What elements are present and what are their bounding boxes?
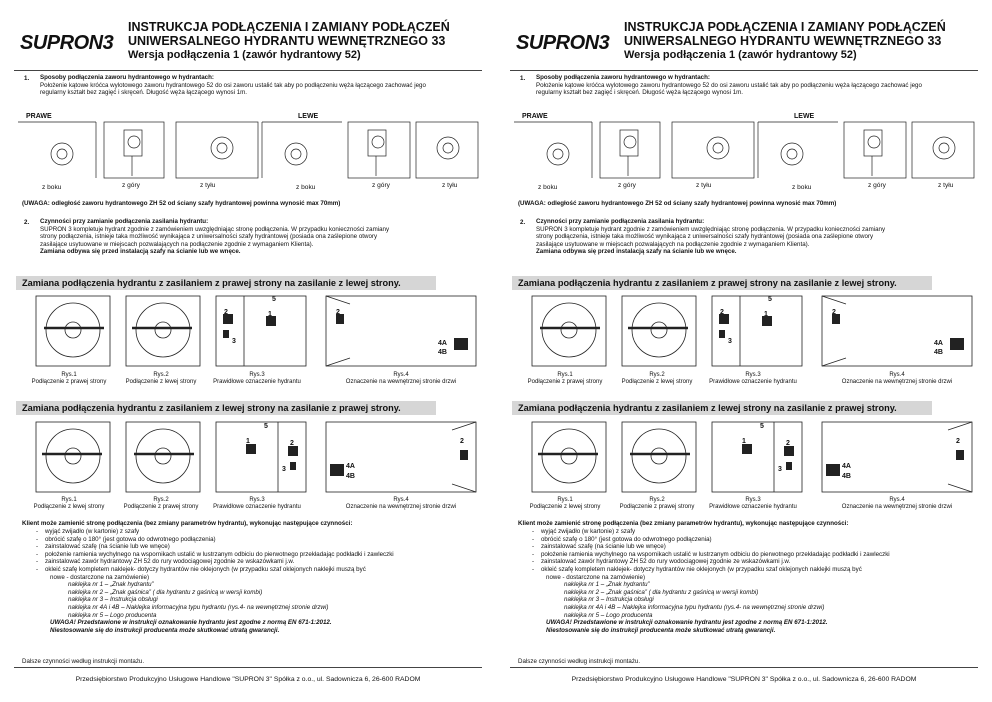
sticker-number: 4B (438, 349, 447, 356)
view-back-label: z tyłu (938, 182, 954, 189)
label-right: PRAWE (522, 113, 548, 120)
view-top-label: z góry (618, 182, 636, 189)
sticker-number: 5 (264, 423, 268, 430)
sticker-number: 1 (246, 438, 250, 445)
warning-2: Niestosowanie się do instrukcji producenta może skutkować utratą gwarancji. (50, 626, 280, 634)
caption: Rys.4 Oznaczenie na wewnętrznej stronie drzwi (841, 372, 953, 385)
view-top-label: z góry (868, 182, 886, 189)
warning-2: Niestosowanie się do instrukcji producenta może skutkować utratą gwarancji. (546, 626, 776, 634)
section-bar-left-to-right: Zamiana podłączenia hydrantu z zasilaniem z lewej strony na zasilanie z prawej strony. (512, 401, 932, 415)
figures-row-1 (20, 294, 480, 368)
document-title (128, 20, 488, 62)
title-line-3: Wersja podłączenia 1 (zawór hydrantowy 52) (624, 49, 857, 61)
view-side-label: z boku (792, 184, 812, 191)
label-left: LEWE (298, 113, 319, 120)
step-item: położenie ramienia wychylnego na wspornikach ustalić w lustrzanym odbiciu do pierwotnego przekładając podkładki i zawleczki (540, 550, 890, 558)
sticker-number: 2 (224, 309, 228, 316)
step-item: zainstalować zawór hydrantowy ZH 52 do rury wodociągowej zgodnie ze wskazówkami j.w. (540, 558, 791, 566)
section-1-number: 1. (520, 75, 526, 82)
svg-text:SUPRON3: SUPRON3 (516, 32, 610, 54)
view-top-label: z góry (122, 182, 140, 189)
section-2-number: 2. (24, 219, 30, 226)
step-item: zainstalować szafę (na ścianie lub we wnęce) (44, 543, 170, 551)
caption: Rys.4 Oznaczenie na wewnętrznej stronie drzwi (841, 497, 953, 510)
caption: Rys.2 Podłączenie z lewej strony (621, 372, 693, 385)
sticker-number: 1 (268, 311, 272, 318)
sticker-item: naklejka nr 5 – Logo producenta (68, 611, 157, 619)
sticker-item: naklejka nr 4A i 4B – Naklejka informacyjna typu hydrantu (rys.4- na wewnętrznej stronie drzwi) (68, 603, 329, 611)
section-1-text-1: Położenie kątowe króćca wylotowego zaworu hydrantowego 52 do osi zaworu ustalić tak aby po podłączeniu węża łączącego zachować jego (536, 81, 922, 89)
section-2-text-4: Zamiana odbywa się przed instalacją szafy na ścianie lub we wnęce. (40, 248, 241, 256)
section-2-number: 2. (520, 219, 526, 226)
instruction-page (506, 0, 982, 702)
sticker-item: naklejka nr 5 – Logo producenta (564, 611, 653, 619)
step-item-continuation: nowe - dostarczone na zamówienie) (50, 573, 150, 581)
section-2-text-4: Zamiana odbywa się przed instalacją szafy na ścianie lub we wnęce. (536, 248, 737, 256)
warning-1: UWAGA! Przedstawione w instrukcji oznakowanie hydrantu jest zgodne z normą EN 671-1:2012. (546, 619, 828, 627)
company-footer: Przedsiębiorstwo Produkcyjno Usługowe Handlowe "SUPRON 3" Spółka z o.o., ul. Sadownicza 6, 26-600 RADOM (75, 676, 421, 683)
client-steps-heading: Klient może zamienić stronę podłączenia (bez zmiany parametrów hydrantu), wykonując następujące czynności: (518, 520, 849, 527)
sticker-item: naklejka nr 3 – Instrukcja obsługi (68, 596, 158, 604)
sticker-number: 3 (232, 338, 236, 345)
step-item: obrócić szafę o 180° (jest gotowa do odwrotnego podłączenia) (44, 535, 216, 543)
caption: Rys.3 Prawidłowe oznaczenie hydrantu (213, 497, 301, 510)
view-back-label: z tyłu (696, 182, 712, 189)
sticker-number: 2 (336, 309, 340, 316)
client-steps-list: - wyjąć zwijadło (w kartonie) z szafy - obrócić szafę o 180° (jest gotowa do odwrotnego podłączenia) - zainstalować szafę (na ścianie lub we wnęce) - położenie ramienia wychylnego na wspornikach ustalić w lustrzanym odbiciu do pierwotnego przekładając podkładki i zawleczki - zainstalować zawór hydrantowy ZH 52 do rury wodociągowej zgodnie ze wskazówkami j.w. - okleić szafę kompletem naklejek- dotyczy hydrantów nie oklejonych (w przypadku szaf oklejonych naklejki muszą być nowe - dostarczone na zamówienie) naklejka nr 1 – „Znak hydrantu” naklejka nr 2 – „Znak gaśnica” ( dla hydrantu z gaśnicą w wersji kombi) naklejka nr 3 – Instrukcja obsługi naklejka nr 4A i 4B – Naklejka informacyjna typu hydrantu (rys.4- na wewnętrznej stronie drzwi) naklejka nr 5 – Logo producenta UWAGA! Przedstawione w instrukcji oznakowanie hydrantu jest zgodne z normą EN 671-1:2012. Niestosowanie się do instrukcji producenta może skutkować utratą gwarancji. (532, 528, 972, 634)
section-2-text-1: SUPRON 3 kompletuje hydrant zgodnie z zamówieniem uwzględniając stronę podłączenia. W przypadku konieczności zamiany (536, 225, 886, 233)
sticker-number: 2 (832, 309, 836, 316)
section-2-text-2: strony podłączenia, istnieje taka możliwość wynikająca z uniwersalności szafy hydrantowej (posiada ona zaślepione otwory (40, 233, 378, 241)
sticker-number: 4B (934, 349, 943, 356)
sticker-number: 2 (720, 309, 724, 316)
section-2-text-3: zasilające usytuowane w miejscach pozwalających na podłączenie zgodnie z wymaganiem Klienta). (40, 240, 314, 248)
sticker-number: 2 (786, 440, 790, 447)
caption: Rys.2 Podłączenie z prawej strony (123, 497, 199, 510)
sticker-number: 2 (956, 438, 960, 445)
distance-note: (UWAGA: odległość zaworu hydrantowego ZH 52 od ściany szafy hydrantowej powinna wynosić max 70mm) (518, 200, 837, 207)
sticker-item: naklejka nr 2 – „Znak gaśnica” ( dla hydrantu z gaśnicą w wersji kombi) (68, 588, 263, 596)
sticker-number: 4B (842, 473, 851, 480)
caption: Rys.3 Prawidłowe oznaczenie hydrantu (213, 372, 301, 385)
sticker-number: 3 (728, 338, 732, 345)
warning-1: UWAGA! Przedstawione w instrukcji oznakowanie hydrantu jest zgodne z normą EN 671-1:2012. (50, 619, 332, 627)
further-steps-note: Dalsze czynności według instrukcji montażu. (22, 658, 145, 665)
sticker-number: 1 (764, 311, 768, 318)
figures-row-2 (516, 420, 976, 494)
view-side-label: z boku (538, 184, 558, 191)
caption: Rys.4 Oznaczenie na wewnętrznej stronie drzwi (345, 497, 457, 510)
section-1-number: 1. (24, 75, 30, 82)
section-2-heading: Czynności przy zamianie podłączenia zasilania hydrantu: (536, 218, 705, 225)
section-1-text-2: regularny kształt bez zagięć i skręceń. Długość węża łączącego wynosi 1m. (536, 89, 744, 97)
instruction-page (10, 0, 486, 702)
view-back-label: z tyłu (442, 182, 458, 189)
step-item: zainstalować zawór hydrantowy ZH 52 do rury wodociągowej zgodnie ze wskazówkami j.w. (44, 558, 295, 566)
view-side-label: z boku (42, 184, 62, 191)
sticker-number: 2 (290, 440, 294, 447)
section-bar-right-to-left: Zamiana podłączenia hydrantu z zasilaniem z prawej strony na zasilanie z lewej strony. (16, 276, 436, 290)
sticker-number: 4A (346, 463, 355, 470)
sticker-number: 3 (282, 466, 286, 473)
step-item: zainstalować szafę (na ścianie lub we wnęce) (540, 543, 666, 551)
caption: Rys.3 Prawidłowe oznaczenie hydrantu (709, 497, 797, 510)
distance-note: (UWAGA: odległość zaworu hydrantowego ZH 52 od ściany szafy hydrantowej powinna wynosić max 70mm) (22, 200, 341, 207)
sticker-item: naklejka nr 2 – „Znak gaśnica” ( dla hydrantu z gaśnicą w wersji kombi) (564, 588, 759, 596)
further-steps-note: Dalsze czynności według instrukcji montażu. (518, 658, 641, 665)
view-side-label: z boku (296, 184, 316, 191)
figures-row-2 (20, 420, 480, 494)
sticker-number: 1 (742, 438, 746, 445)
connection-views-diagram (16, 112, 480, 182)
step-item: wyjąć zwijadło (w kartonie) z szafy (44, 528, 140, 535)
view-back-label: z tyłu (200, 182, 216, 189)
title-line-3: Wersja podłączenia 1 (zawór hydrantowy 52) (128, 49, 361, 61)
caption: Rys.1 Podłączenie z prawej strony (31, 372, 107, 385)
footer-divider (510, 667, 978, 668)
section-2 (536, 218, 976, 256)
step-item: wyjąć zwijadło (w kartonie) z szafy (540, 528, 636, 535)
divider (14, 70, 482, 71)
document-title (624, 20, 984, 62)
divider (510, 70, 978, 71)
sticker-number: 4A (934, 340, 943, 347)
caption: Rys.2 Podłączenie z lewej strony (125, 372, 197, 385)
section-bar-right-to-left: Zamiana podłączenia hydrantu z zasilaniem z prawej strony na zasilanie z lewej strony. (512, 276, 932, 290)
section-2 (40, 218, 480, 256)
section-2-heading: Czynności przy zamianie podłączenia zasilania hydrantu: (40, 218, 209, 225)
view-top-label: z góry (372, 182, 390, 189)
step-item: okleić szafę kompletem naklejek- dotyczy hydrantów nie oklejonych (w przypadku szaf oklejonych naklejki muszą być (44, 565, 366, 573)
section-2-text-3: zasilające usytuowane w miejscach pozwalających na podłączenie zgodnie z wymaganiem Klienta). (536, 240, 810, 248)
sticker-number: 5 (760, 423, 764, 430)
label-right: PRAWE (26, 113, 52, 120)
client-steps-heading: Klient może zamienić stronę podłączenia (bez zmiany parametrów hydrantu), wykonując następujące czynności: (22, 520, 353, 527)
section-1 (40, 74, 480, 97)
section-1-heading: Sposoby podłączenia zaworu hydrantowego w hydrantach: (536, 74, 710, 81)
sticker-number: 4A (438, 340, 447, 347)
sticker-number: 4B (346, 473, 355, 480)
sticker-number: 5 (272, 296, 276, 303)
caption: Rys.1 Podłączenie z prawej strony (527, 372, 603, 385)
title-line-1: INSTRUKCJA PODŁĄCZENIA I ZAMIANY PODŁĄCZEŃ (128, 20, 450, 34)
sticker-number: 5 (768, 296, 772, 303)
figures-row-1 (516, 294, 976, 368)
sticker-number: 3 (778, 466, 782, 473)
sticker-item: naklejka nr 1 – „Znak hydrantu” (564, 581, 650, 589)
title-line-1: INSTRUKCJA PODŁĄCZENIA I ZAMIANY PODŁĄCZEŃ (624, 20, 946, 34)
supron3-logo (20, 30, 120, 54)
section-2-text-2: strony podłączenia, istnieje taka możliwość wynikająca z uniwersalności szafy hydrantowej (posiada ona zaślepione otwory (536, 233, 874, 241)
title-line-2: UNIWERSALNEGO HYDRANTU WEWNĘTRZNEGO 33 (128, 34, 446, 48)
caption: Rys.1 Podłączenie z lewej strony (529, 497, 601, 510)
section-bar-left-to-right: Zamiana podłączenia hydrantu z zasilaniem z lewej strony na zasilanie z prawej strony. (16, 401, 436, 415)
section-1 (536, 74, 976, 97)
svg-text:SUPRON3: SUPRON3 (20, 32, 114, 54)
sticker-number: 2 (460, 438, 464, 445)
sticker-item: naklejka nr 4A i 4B – Naklejka informacyjna typu hydrantu (rys.4- na wewnętrznej stronie drzwi) (564, 603, 825, 611)
caption: Rys.1 Podłączenie z lewej strony (33, 497, 105, 510)
supron3-logo (516, 30, 616, 54)
section-1-text-2: regularny kształt bez zagięć i skręceń. Długość węża łączącego wynosi 1m. (40, 89, 248, 97)
client-steps-list: - wyjąć zwijadło (w kartonie) z szafy - obrócić szafę o 180° (jest gotowa do odwrotnego podłączenia) - zainstalować szafę (na ścianie lub we wnęce) - położenie ramienia wychylnego na wspornikach ustalić w lustrzanym odbiciu do pierwotnego przekładając podkładki i zawleczki - zainstalować zawór hydrantowy ZH 52 do rury wodociągowej zgodnie ze wskazówkami j.w. - okleić szafę kompletem naklejek- dotyczy hydrantów nie oklejonych (w przypadku szaf oklejonych naklejki muszą być nowe - dostarczone na zamówienie) naklejka nr 1 – „Znak hydrantu” naklejka nr 2 – „Znak gaśnica” ( dla hydrantu z gaśnicą w wersji kombi) naklejka nr 3 – Instrukcja obsługi naklejka nr 4A i 4B – Naklejka informacyjna typu hydrantu (rys.4- na wewnętrznej stronie drzwi) naklejka nr 5 – Logo producenta UWAGA! Przedstawione w instrukcji oznakowanie hydrantu jest zgodne z normą EN 671-1:2012. Niestosowanie się do instrukcji producenta może skutkować utratą gwarancji. (36, 528, 476, 634)
step-item: okleić szafę kompletem naklejek- dotyczy hydrantów nie oklejonych (w przypadku szaf oklejonych naklejki muszą być (540, 565, 862, 573)
caption: Rys.2 Podłączenie z prawej strony (619, 497, 695, 510)
sticker-item: naklejka nr 1 – „Znak hydrantu” (68, 581, 154, 589)
section-2-text-1: SUPRON 3 kompletuje hydrant zgodnie z zamówieniem uwzględniając stronę podłączenia. W przypadku konieczności zamiany (40, 225, 390, 233)
step-item: obrócić szafę o 180° (jest gotowa do odwrotnego podłączenia) (540, 535, 712, 543)
company-footer: Przedsiębiorstwo Produkcyjno Usługowe Handlowe "SUPRON 3" Spółka z o.o., ul. Sadownicza 6, 26-600 RADOM (571, 676, 917, 683)
section-1-heading: Sposoby podłączenia zaworu hydrantowego w hydrantach: (40, 74, 214, 81)
footer-divider (14, 667, 482, 668)
section-1-text-1: Położenie kątowe króćca wylotowego zaworu hydrantowego 52 do osi zaworu ustalić tak aby po podłączeniu węża łączącego zachować jego (40, 81, 426, 89)
connection-views-diagram (512, 112, 976, 182)
step-item-continuation: nowe - dostarczone na zamówienie) (546, 573, 646, 581)
sticker-item: naklejka nr 3 – Instrukcja obsługi (564, 596, 654, 604)
step-item: położenie ramienia wychylnego na wspornikach ustalić w lustrzanym odbiciu do pierwotnego przekładając podkładki i zawleczki (44, 550, 394, 558)
title-line-2: UNIWERSALNEGO HYDRANTU WEWNĘTRZNEGO 33 (624, 34, 942, 48)
label-left: LEWE (794, 113, 815, 120)
caption: Rys.3 Prawidłowe oznaczenie hydrantu (709, 372, 797, 385)
caption: Rys.4 Oznaczenie na wewnętrznej stronie drzwi (345, 372, 457, 385)
sticker-number: 4A (842, 463, 851, 470)
